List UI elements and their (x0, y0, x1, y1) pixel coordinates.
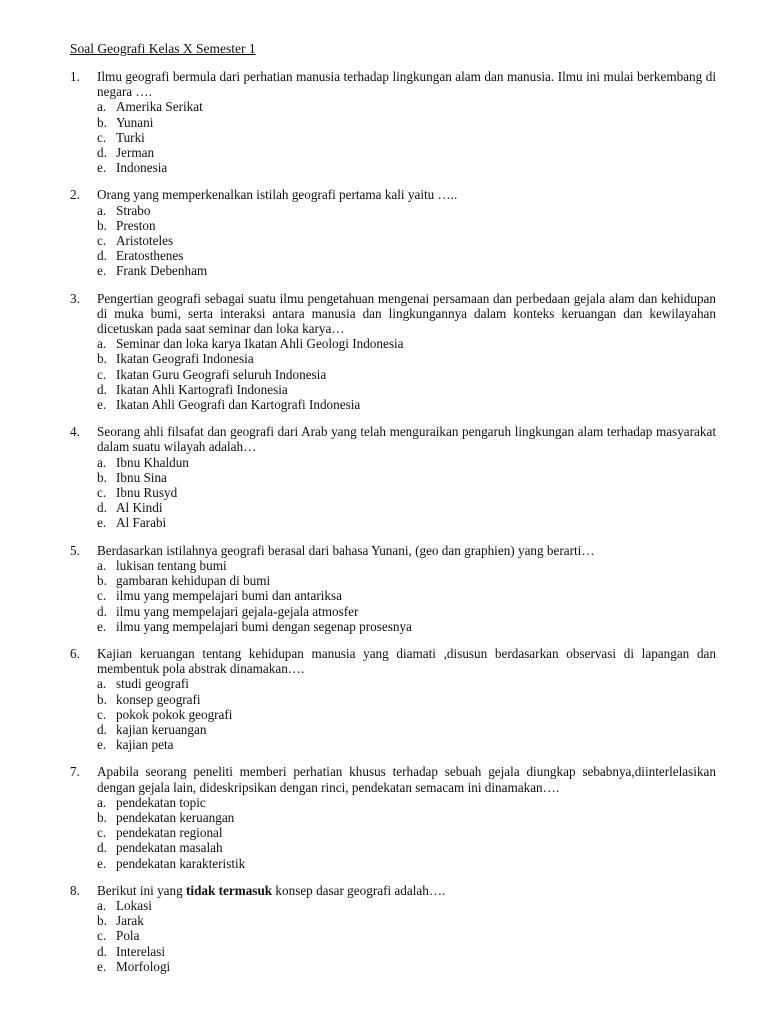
option-label: b. (97, 217, 107, 233)
answer-option (97, 588, 716, 603)
answer-option (97, 485, 716, 500)
option-text: Yunani (116, 114, 154, 130)
answer-option (97, 397, 716, 412)
question-text: Ilmu geografi bermula dari perhatian manusia terhadap lingkungan alam dan manusia. Ilmu ini mulai berkembang di negara …. (97, 69, 716, 100)
answer-option (97, 218, 716, 233)
option-text: Ikatan Ahli Kartografi Indonesia (116, 381, 288, 397)
answer-option (97, 619, 716, 634)
question-text-emphasis: tidak termasuk (186, 882, 273, 898)
option-text: Amerika Serikat (116, 99, 203, 115)
question-1 (70, 69, 716, 175)
answer-option (97, 233, 716, 248)
option-label: b. (97, 469, 107, 485)
option-label: b. (97, 809, 107, 825)
option-text: Interelasi (116, 943, 166, 959)
question-3 (70, 291, 716, 413)
answer-option (97, 825, 716, 840)
answer-option (97, 707, 716, 722)
option-text: Al Kindi (116, 500, 163, 516)
option-text: Indonesia (116, 160, 168, 176)
option-list (97, 203, 716, 279)
option-list (97, 558, 716, 634)
option-text: Strabo (116, 202, 151, 218)
option-label: e. (97, 160, 107, 176)
answer-option (97, 692, 716, 707)
option-text: Jarak (116, 913, 144, 929)
answer-option (97, 115, 716, 130)
option-text: ilmu yang mempelajari bumi dan antariksa (116, 588, 342, 604)
option-label: b. (97, 114, 107, 130)
option-label: d. (97, 943, 107, 959)
option-label: e. (97, 737, 107, 753)
question-number: 1. (70, 69, 80, 84)
question-number: 6. (70, 645, 80, 661)
question-number: 5. (70, 542, 80, 558)
option-text: pendekatan karakteristik (116, 855, 246, 871)
answer-option (97, 367, 716, 382)
question-text-part: Berikut ini yang (97, 882, 187, 898)
option-text: Jerman (116, 145, 155, 161)
option-text: Aristoteles (116, 233, 174, 249)
option-label: a. (97, 557, 107, 573)
question-7 (70, 764, 716, 870)
option-label: a. (97, 336, 107, 352)
question-number: 4. (70, 424, 80, 440)
answer-option (97, 840, 716, 855)
option-label: d. (97, 248, 107, 264)
option-label: c. (97, 485, 107, 501)
option-text: pendekatan topic (116, 794, 206, 810)
question-list (70, 69, 716, 974)
option-label: a. (97, 676, 107, 692)
option-list (97, 455, 716, 531)
option-label: e. (97, 855, 107, 871)
option-label: c. (97, 366, 107, 382)
option-text: pokok pokok geografi (116, 706, 233, 722)
option-text: Preston (116, 217, 156, 233)
answer-option (97, 558, 716, 573)
option-label: d. (97, 603, 107, 619)
question-6 (70, 646, 716, 752)
answer-option (97, 455, 716, 470)
answer-option (97, 737, 716, 752)
option-label: d. (97, 721, 107, 737)
option-label: d. (97, 840, 107, 856)
option-label: a. (97, 99, 107, 115)
option-text: Ikatan Geografi Indonesia (116, 351, 254, 367)
question-number: 2. (70, 187, 80, 203)
answer-option (97, 604, 716, 619)
question-text: Apabila seorang peneliti memberi perhatian khusus terhadap sebuah gejala diungkap sebabnya,diinterlelasikan dengan gejala lain, dideskripsikan dengan rinci, pendekatan semacam ini dinamakan…. (97, 764, 716, 795)
question-number: 7. (70, 764, 80, 780)
option-text: Ibnu Khaldun (116, 454, 189, 470)
option-text: ilmu yang mempelajari gejala-gejala atmosfer (116, 603, 359, 619)
question-8 (70, 883, 716, 974)
option-label: b. (97, 691, 107, 707)
option-list (97, 898, 716, 974)
answer-option (97, 795, 716, 810)
option-list (97, 99, 716, 175)
option-text: ilmu yang mempelajari bumi dengan segenap prosesnya (116, 618, 412, 634)
option-label: c. (97, 928, 107, 944)
question-text: Berdasarkan istilahnya geografi berasal dari bahasa Yunani, (geo dan graphien) yang berarti… (97, 542, 595, 558)
answer-option (97, 722, 716, 737)
option-label: c. (97, 825, 107, 841)
answer-option (97, 676, 716, 691)
option-label: e. (97, 958, 107, 974)
answer-option (97, 928, 716, 943)
answer-option (97, 515, 716, 530)
option-label: c. (97, 129, 107, 145)
answer-option (97, 382, 716, 397)
answer-option (97, 248, 716, 263)
question-number: 8. (70, 882, 80, 898)
answer-option (97, 856, 716, 871)
option-label: e. (97, 397, 107, 413)
answer-option (97, 336, 716, 351)
option-text: Turki (116, 129, 145, 145)
option-text: kajian peta (116, 737, 174, 753)
option-label: a. (97, 897, 107, 913)
answer-option (97, 160, 716, 175)
answer-option (97, 145, 716, 160)
answer-option (97, 130, 716, 145)
option-label: e. (97, 618, 107, 634)
option-list (97, 336, 716, 412)
option-label: c. (97, 588, 107, 604)
answer-option (97, 959, 716, 974)
option-label: d. (97, 145, 107, 161)
option-label: c. (97, 233, 107, 249)
option-label: e. (97, 515, 107, 531)
question-text (97, 883, 716, 898)
option-text: Ibnu Rusyd (116, 485, 178, 501)
answer-option (97, 470, 716, 485)
question-text: Seorang ahli filsafat dan geografi dari Arab yang telah menguraikan pengaruh lingkungan alam terhadap masyarakat dalam suatu wilayah adalah… (97, 424, 716, 455)
option-label: a. (97, 454, 107, 470)
answer-option (97, 573, 716, 588)
answer-option (97, 500, 716, 515)
option-text: pendekatan masalah (116, 840, 223, 856)
question-number: 3. (70, 290, 80, 306)
option-text: Ibnu Sina (116, 469, 167, 485)
answer-option (97, 810, 716, 825)
option-list (97, 676, 716, 752)
question-4 (70, 424, 716, 530)
option-label: a. (97, 202, 107, 218)
question-text-part: konsep dasar geografi adalah…. (272, 882, 446, 898)
answer-option (97, 944, 716, 959)
option-text: kajian keruangan (116, 721, 207, 737)
answer-option (97, 913, 716, 928)
option-text: pendekatan keruangan (116, 809, 235, 825)
option-label: d. (97, 500, 107, 516)
question-5 (70, 543, 716, 634)
question-2 (70, 187, 716, 278)
option-label: a. (97, 794, 107, 810)
option-text: Morfologi (116, 958, 171, 974)
option-text: Lokasi (116, 897, 152, 913)
option-text: pendekatan regional (116, 825, 223, 841)
option-label: b. (97, 351, 107, 367)
option-label: c. (97, 706, 107, 722)
option-text: Seminar dan loka karya Ikatan Ahli Geologi Indonesia (116, 336, 404, 352)
option-text: Frank Debenham (116, 263, 208, 279)
option-text: gambaran kehidupan di bumi (116, 573, 271, 589)
answer-option (97, 898, 716, 913)
option-list (97, 795, 716, 871)
question-text: Kajian keruangan tentang kehidupan manusia yang diamati ,disusun berdasarkan observasi di lapangan dan membentuk pola abstrak dinamakan…. (97, 645, 716, 677)
option-text: Ikatan Ahli Geografi dan Kartografi Indonesia (116, 397, 361, 413)
answer-option (97, 99, 716, 114)
option-text: studi geografi (116, 676, 189, 692)
option-label: d. (97, 381, 107, 397)
option-text: Pola (116, 928, 140, 944)
answer-option (97, 203, 716, 218)
option-text: Ikatan Guru Geografi seluruh Indonesia (116, 366, 327, 382)
option-label: e. (97, 263, 107, 279)
option-label: b. (97, 573, 107, 589)
answer-option (97, 351, 716, 366)
option-text: lukisan tentang bumi (116, 557, 227, 573)
option-label: b. (97, 913, 107, 929)
question-text: Orang yang memperkenalkan istilah geografi pertama kali yaitu ….. (97, 187, 458, 203)
option-text: Al Farabi (116, 515, 167, 531)
option-text: Eratosthenes (116, 248, 184, 264)
answer-option (97, 263, 716, 278)
document-title: Soal Geografi Kelas X Semester 1 (70, 41, 256, 56)
option-text: konsep geografi (116, 691, 201, 707)
question-text: Pengertian geografi sebagai suatu ilmu pengetahuan mengenai persamaan dan perbedaan gejala alam dan kehidupan di muka bumi, serta interaksi antara manusia dan lingkungannya dalam konteks keruangan dan kewilayahan dicetuskan pada saat seminar dan loka karya… (97, 290, 716, 337)
